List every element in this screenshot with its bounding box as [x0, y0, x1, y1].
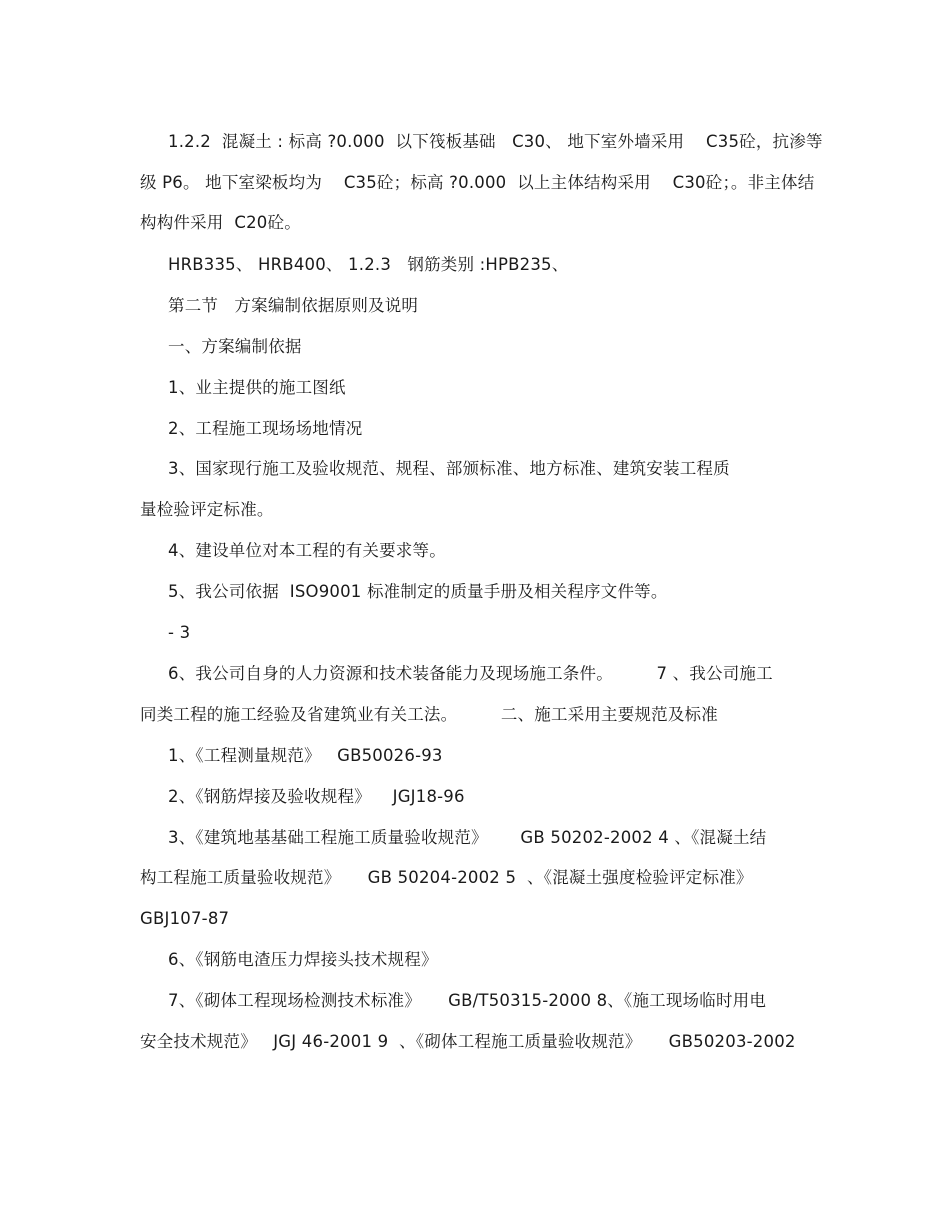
list-item-continuation: GBJ107-87 [140, 909, 230, 928]
page-number: - 3 [168, 623, 191, 642]
paragraph-line: 1.2.2 混凝土 : 标高 ?0.000 以下筏板基础 C30、 地下室外墙采用 C35砼，抗渗等 [168, 132, 823, 151]
list-item: 6、《钢筋电渣压力焊接头技术规程》 [168, 950, 438, 969]
list-item-continuation: 同类工程的施工经验及省建筑业有关工法。 二、施工采用主要规范及标准 [140, 705, 718, 724]
list-item: 7、《砌体工程现场检测技术标准》 GB/T50315-2000 8、《施工现场临时用电 [168, 991, 767, 1010]
paragraph-line: 级 P6。 地下室梁板均为 C35砼；标高 ?0.000 以上主体结构采用 C30砼；。非主体结 [140, 173, 815, 192]
list-item: 3、国家现行施工及验收规范、规程、部颁标准、地方标准、建筑安装工程质 [168, 459, 730, 478]
paragraph-line: HRB335、 HRB400、 1.2.3 钢筋类别 :HPB235、 [168, 255, 569, 274]
list-item: 2、工程施工现场场地情况 [168, 419, 363, 438]
section-heading: 第二节 方案编制依据原则及说明 [168, 296, 419, 315]
paragraph-line: 构构件采用 C20砼。 [140, 213, 301, 232]
list-item: 1、业主提供的施工图纸 [168, 378, 346, 397]
list-item: 5、我公司依据 ISO9001 标准制定的质量手册及相关程序文件等。 [168, 582, 668, 601]
list-item-continuation: 量检验评定标准。 [140, 500, 274, 519]
list-item-continuation: 安全技术规范》 JGJ 46-2001 9 、《砌体工程施工质量验收规范》 GB50203-2002 [140, 1032, 796, 1051]
list-item: 2、《钢筋焊接及验收规程》 JGJ18-96 [168, 787, 465, 806]
list-item: 6、我公司自身的人力资源和技术装备能力及现场施工条件。 7 、我公司施工 [168, 664, 773, 683]
subsection-heading: 一、方案编制依据 [168, 337, 302, 356]
list-item: 1、《工程测量规范》 GB50026-93 [168, 746, 443, 765]
list-item-continuation: 构工程施工质量验收规范》 GB 50204-2002 5 、《混凝土强度检验评定标准》 [140, 868, 753, 887]
list-item: 4、建设单位对本工程的有关要求等。 [168, 541, 446, 560]
list-item: 3、《建筑地基基础工程施工质量验收规范》 GB 50202-2002 4 、《混凝土结 [168, 828, 767, 847]
